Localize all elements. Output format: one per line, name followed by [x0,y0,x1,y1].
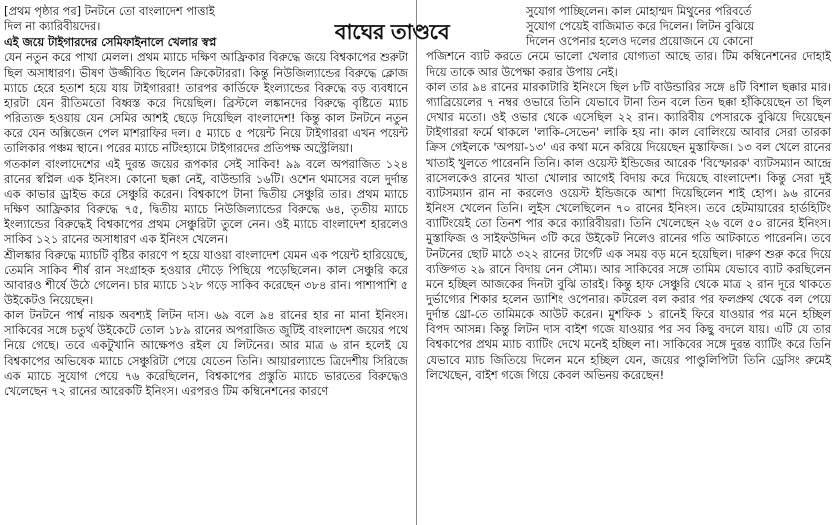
continuation-line: সুযোগ পাচ্ছিলেন। কাল মোহাম্মদ মিথুনের পরিবর্তে [526,4,752,18]
paragraph: কাল তার ৯৪ রানের মারকাটারি ইনিংসে ছিল ৮টি বাউন্ডারির সঙ্গে ৪টি বিশাল ছক্কার মার। গ্যাব্রিয়েলের ৭ নম্বর ওভারে তিনি যেভাবে টানা তিন বলে তিন ছক্কা হাঁকিয়েছেন তা ছিল দেখার মতো। ওই ওভার থেকে এসেছিল ২২ রান। ক্যারিবীয় পেসারকে বুঝিয়ে দিয়েছেন টাইগাররা ফর্মে থাকলে 'লাকি-সেভেন' লাকি হয় না। কাল বোলিংয়ে আবার সেরা তারকা ক্রিস গেইলকে 'অপয়া-১৩' এর কথা মনে করিয়ে দিয়েছেন মুস্তাফিজ। ১৩ বল খেলে রানের খাতাই খুলতে পারেননি তিনি। কাল ওয়েস্ট ইন্ডিজের আরেক 'বিস্ফোরক' ব্যাটসম্যান আন্দ্রে রাসেলকেও রানের খাতা খোলার আগেই বিদায় করে দিয়েছে বাংলাদেশ। কিন্তু সেরা দুই ব্যাটসম্যান রান না করলেও ওয়েস্ট ইন্ডিজকে আশা দিয়েছিলেন শাই হোপ। ৯৬ রানের ইনিংস খেলেন তিনি। লুইস খেলেছিলেন ৭০ রানের ইনিংস। তবে হেটমায়ারের হার্ডহিটিং ব্যাটিংয়েই তো তিনশ পার করে ক্যারিবীয়রা। তিনি খেলেছেন ২৬ বলে ৫০ রানের ইনিংস। মুস্তাফিজ ও সাইফউদ্দিন ৩টি করে উইকেট নিলেও রানের গতি আটকাতে পারেননি। তবে টনটনের ছোট মাঠে ৩২২ রানের টার্গেট এক সময় বড় মনে হয়েছিল। দারুণ শুরু করে দিয়ে ব্যক্তিগত ২৯ রানে বিদায় নেন সৌম্য। আর সাকিবের সঙ্গে তামিম যেভাবে ব্যাট করছিলেন মনে হচ্ছিল আজকের দিনটা বুঝি তারই। কিন্তু হাফ সেঞ্চুরি থেকে মাত্র ২ রান দূরে থাকতে দুর্ভাগ্যের শিকার হলেন ড্যাশিং ওপেনার। কটরেল বল করার পর ফলপ্রুথ থেকে বল পেয়ে দুর্দান্ত থ্রো-তে তামিমকে আউট করেন। মুশফিক ১ রানেই ফিরে যাওয়ার পর মনে হচ্ছিল বিপদ আসন্ন। কিন্তু লিটন দাস বাইশ গজে যাওয়ার পর সব কিছু বদলে যায়। এটি যে তার বিশ্বকাপের প্রথম ম্যাচ ব্যাটিং দেখে মনেই হচ্ছিল না। সাকিবের সঙ্গে দুরন্ত ব্যাটিং করে তিনি যেভাবে ম্যাচ জিতিয়ে দিলেন মনে হচ্ছিল যেন, জয়ের পাণ্ডুলিপিটা তিনি ড্রেসিং রুমেই লিখেছেন, বাইশ গজে গিয়ে কেবল অভিনয় করেছেন! [426,79,831,382]
paragraph: গতকাল বাংলাদেশের এই দুরন্ত জয়ের রূপকার সেই সাকিব! ৯৯ বলে অপরাজিত ১২৪ রানের স্বপ্নিল এক ইনিংস। কোনো ছক্কা নেই, বাউন্ডারি ১৬টি। ওশেন থমাসের বলে দুর্দান্ত এক কাভার ড্রাইভ করে সেঞ্চুরি করেন। বিশ্বকাপে টানা দ্বিতীয় সেঞ্চুরি তার। প্রথম ম্যাচে দক্ষিণ আফ্রিকার বিরুদ্ধে ৭৫, দ্বিতীয় ম্যাচে নিউজিল্যান্ডের বিরুদ্ধে ৬৪, তৃতীয় ম্যাচে ইংল্যান্ডের বিরুদ্ধেই বিশ্বকাপের প্রথম সেঞ্চুরিটা তুলে নেন। ওই ম্যাচে বাংলাদেশ হারলেও সাকিব ১২১ রানের অসাধারণ এক ইনিংস খেলেন। [4,156,408,247]
continuation-line: [প্রথম পৃষ্ঠার পর] টনটনে তো বাংলাদেশ পাত্তাই [4,4,215,18]
paragraph: শ্রীলঙ্কার বিরুদ্ধে ম্যাচটি বৃষ্টির কারণে প হয়ে যাওয়া বাংলাদেশ যেমন এক পয়েন্ট হারিয়েছে, তেমনি সাকিব শীর্ষ রান সংগ্রাহক হওয়ার দৌড়ে পিছিয়ে পড়েছিলেন। কাল সেঞ্চুরি করে আবারও শীর্ষে উঠে গেলেন। চার ম্যাচে ১২৮ গড়ে সাকিব করেছেন ৩৮৪ রান। পাশাপাশি ৫ উইকেটও নিয়েছেন। [4,247,408,307]
paragraph: যেন নতুন করে পাখা মেলল। প্রথম ম্যাচে দক্ষিণ আফ্রিকার বিরুদ্ধে জয়ে বিশ্বকাপের শুরুটা ছিল অসাধারণ। ভীষণ উজ্জীবিত ছিলেন ক্রিকেটাররা। কিন্তু নিউজিল্যান্ডের বিরুদ্ধে ক্লোজ ম্যাচে হেরে হতাশ হয়ে যায় টাইগাররা! তারপর কার্ডিফে ইংল্যান্ডের বিরুদ্ধে বড় ব্যবধানে হারটা যেন রীতিমতো বিধ্বস্ত করে দিয়েছিল। ব্রিস্টলে লঙ্কানদের বিরুদ্ধে বৃষ্টিতে ম্যাচ পরিত্যক্ত হওয়ায় যেন সেমির আশই ছেড়ে দিয়েছিল বাংলাদেশ! কিন্তু কাল টনটনে নতুন করে যেন অক্সিজেন পেল মাশরাফির দল। ৫ ম্যাচে ৫ পয়েন্ট নিয়ে টাইগাররা এখন পয়েন্ট তালিকার পঞ্চম স্থানে। পরের ম্যাচে নটিংহ্যামে টাইগারদের প্রতিপক্ষ অস্ট্রেলিয়া। [4,50,408,156]
article-headline: বাঘের তাণ্ডবে [334,19,450,44]
right-column [426,4,831,383]
left-column [4,4,408,399]
continuation-line: দিলেন ওপেনার হলেও দলের প্রয়োজনে যে কোনো [526,34,754,49]
continuation-line: দিল না ক্যারিবীয়দের। [4,19,101,34]
paragraph: কাল টনটনে পার্শ্ব নায়ক অবশ্যই লিটন দাস। ৬৯ বলে ৯৪ রানের হার না মানা ইনিংস। সাকিবের সঙ্গে চতুর্থ উইকেটে তোল ১৮৯ রানের অপরাজিত জুটিই বাংলাদেশ জয়ের পথে নিয়ে গেছে। তবে একটুখানি আক্ষেপও রইল যে লিটনের। আর মাত্র ৬ রান হলেই যে বিশ্বকাপের অভিষেক ম্যাচে সেঞ্চুরিটা পেয়ে যেতেন তিনি। আয়ারল্যান্ডে ত্রিদেশীয় সিরিজে এক ম্যাচে সুযোগ পেয়ে ৭৬ করেছিলেন, বিশ্বকাপের প্রস্তুতি ম্যাচে ভারতের বিরুদ্ধেও খেলেছেন ৭২ রানের আরেকটি ইনিংস। এরপরও টিম কম্বিনেশনের কারণে [4,308,408,398]
continuation-line: সুযোগ পেয়েই বাজিমাত করে দিলেন। লিটন বুঝিয়ে [526,19,755,34]
paragraph: পজিশনে ব্যাট করতে নেমে ভালো খেলার যোগ্যতা আছে তার। টিম কম্বিনেশনের দোহাই দিয়ে তাকে আর উপেক্ষা করার উপায় নেই। [426,49,831,79]
subheading: এই জয়ে টাইগারদের সেমিফাইনালে খেলার স্বপ্ন [4,35,217,50]
column-divider [416,0,417,525]
